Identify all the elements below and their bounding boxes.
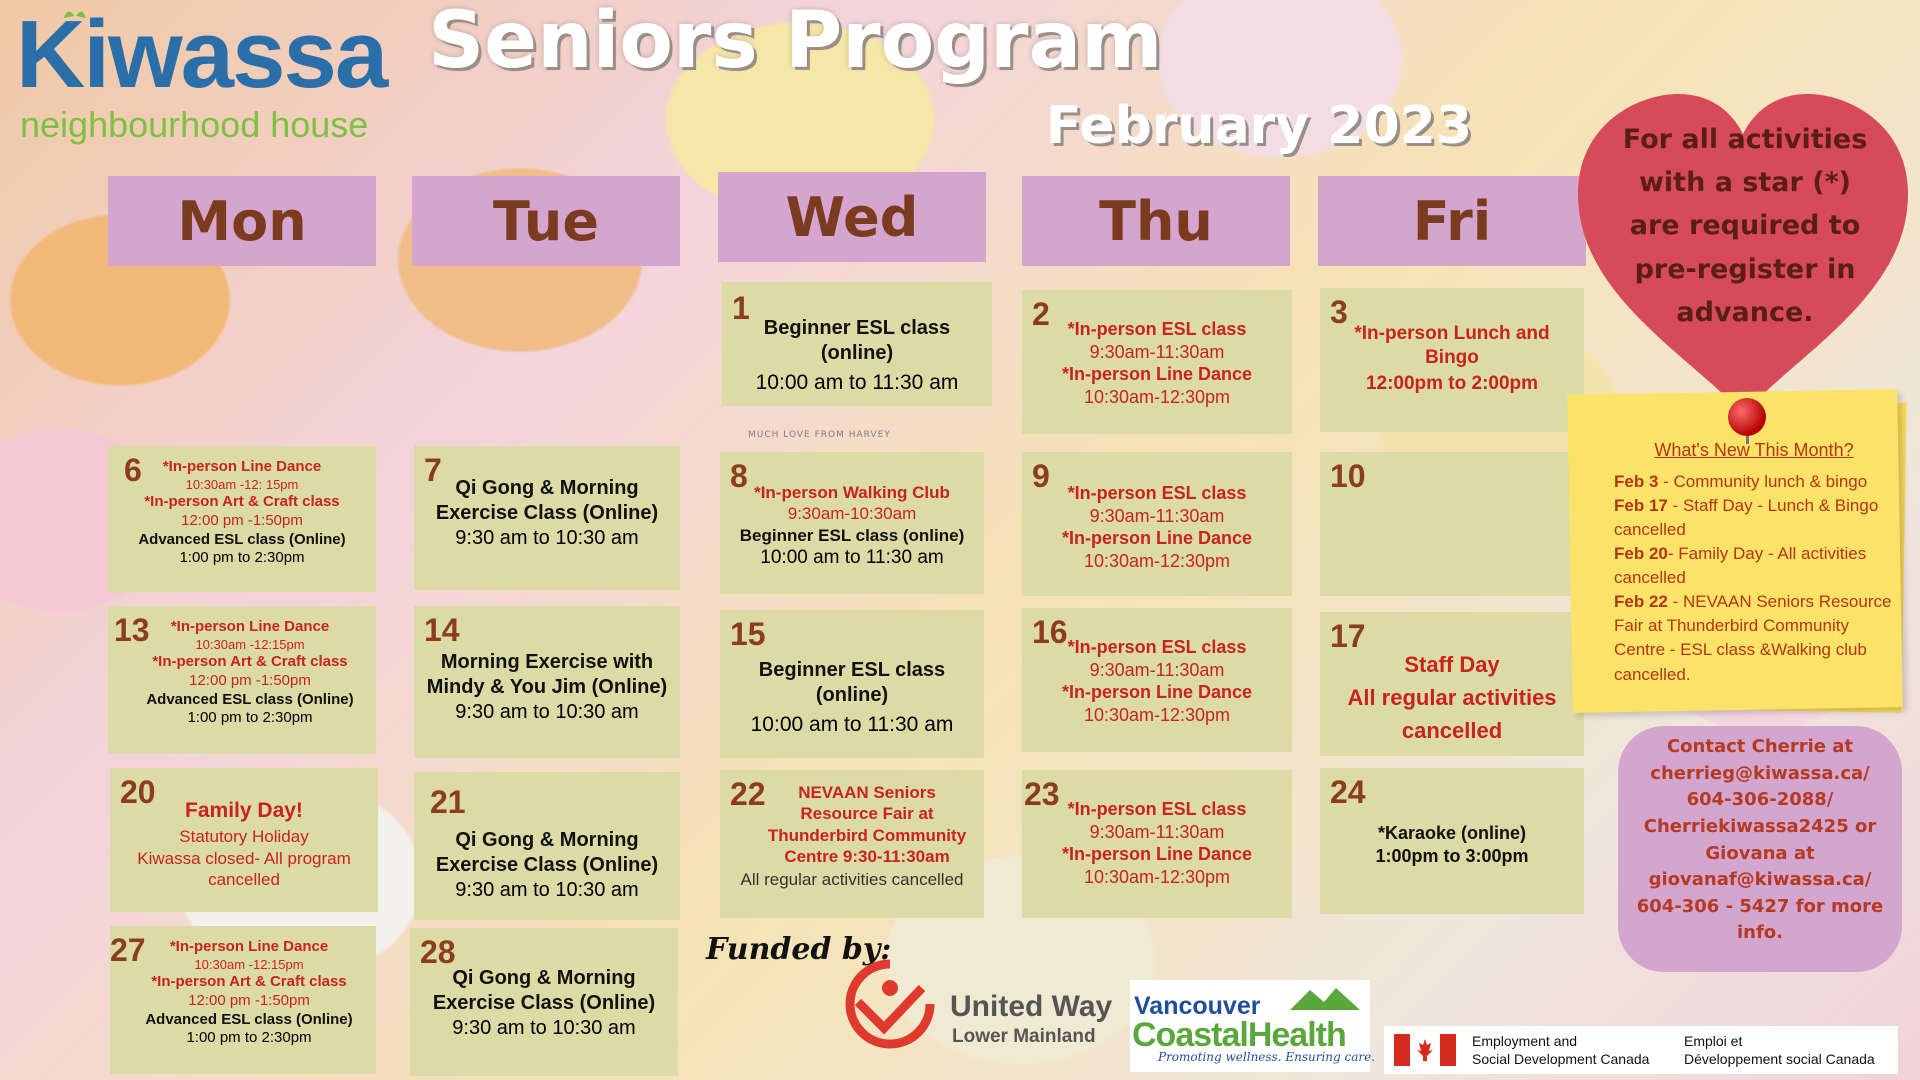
event-time: 1:00pm to 3:00pm: [1375, 845, 1529, 866]
event-time: 12:00 pm -1:50pm: [181, 511, 303, 529]
event-title: Advanced ESL class (Online): [145, 1010, 353, 1028]
note-line: with a star (*): [1638, 167, 1852, 199]
event-time: 12:00 pm -1:50pm: [189, 671, 311, 689]
day-number: 6: [124, 452, 142, 488]
event-title: Family Day!: [185, 799, 303, 822]
vch-mountain-icon: [1290, 984, 1360, 1010]
funded-by-label: Funded by:: [706, 932, 892, 967]
event-time: 10:30am -12:15pm: [195, 636, 305, 652]
event-time: 1:00 pm to 2:30pm: [186, 1029, 312, 1047]
event-title: Thunderbird Community: [767, 825, 967, 845]
calendar-day-8: [720, 452, 984, 594]
event-time: 10:30am -12:15pm: [194, 956, 304, 972]
event-time: 1:00 pm to 2:30pm: [187, 709, 313, 727]
esdc-line: Employment and: [1472, 1033, 1578, 1049]
pre-register-note: [1600, 118, 1890, 334]
event-time: 9:30 am to 10:30 am: [452, 1017, 636, 1039]
day-header-mon: Mon: [108, 176, 376, 266]
event-time: 10:00 am to 11:30 am: [755, 371, 959, 394]
page-subtitle: February 2023: [1046, 96, 1473, 156]
event-title: Qi Gong & Morning: [452, 967, 636, 989]
vch-name-line2: CoastalHealth: [1132, 1016, 1346, 1054]
calendar-day-10: [1320, 452, 1584, 596]
event-detail: cancelled: [208, 869, 280, 889]
event-title: Beginner ESL class: [763, 317, 951, 339]
day-header-wed: Wed: [718, 172, 986, 262]
calendar-day-22: [720, 770, 984, 918]
event-title: *In-person Lunch and: [1354, 323, 1550, 344]
event-time: 9:30am-11:30am: [1089, 659, 1225, 680]
page-title: Seniors Program: [428, 0, 1163, 86]
event-title: Resource Fair at: [800, 804, 934, 824]
event-title: Bingo: [1425, 346, 1479, 368]
event-title: Advanced ESL class (Online): [138, 530, 346, 548]
day-number: 1: [732, 290, 750, 326]
event-title: *In-person Line Dance: [1061, 528, 1253, 548]
day-number: 16: [1032, 614, 1068, 650]
day-number: 28: [420, 934, 456, 970]
day-number: 10: [1330, 458, 1366, 494]
event-time: 12:00pm to 2:00pm: [1365, 372, 1539, 394]
day-header-thu: Thu: [1022, 176, 1290, 266]
day-number: 3: [1330, 294, 1348, 330]
day-number: 23: [1024, 776, 1060, 812]
event-time: 10:30am-12:30pm: [1083, 386, 1231, 407]
event-title: *In-person Art & Craft class: [144, 493, 340, 510]
item-text: - Family Day - All activities cancelled: [1614, 543, 1867, 588]
day-number: 9: [1032, 458, 1050, 494]
event-title: *In-person Line Dance: [1061, 364, 1253, 384]
pushpin-icon: [1728, 398, 1766, 436]
event-title: NEVAAN Seniors: [798, 783, 936, 802]
contact-line: Cherriekiwassa2425 or: [1643, 815, 1877, 837]
event-title: *In-person ESL class: [1067, 799, 1247, 819]
item-date: Feb 3: [1614, 471, 1659, 491]
event-title: *In-person Line Dance: [169, 938, 329, 955]
event-title: (online): [815, 684, 889, 706]
calendar-day-16: [1022, 608, 1292, 752]
contact-line: info.: [1736, 922, 1784, 944]
background-candy-text: MUCH LOVE FROM HARVEY: [748, 430, 891, 440]
whats-new-list: [1614, 438, 1894, 687]
event-title: *In-person ESL class: [1067, 483, 1247, 503]
event-time: 10:30am -12: 15pm: [185, 476, 299, 492]
event-title: *In-person Art & Craft class: [151, 973, 347, 990]
day-header-tue: Tue: [412, 176, 680, 266]
event-title: *In-person Line Dance: [162, 458, 322, 475]
event-time: 10:00 am to 11:30 am: [760, 546, 944, 568]
item-date: Feb 22: [1614, 592, 1668, 612]
event-detail: All regular activities cancelled: [740, 870, 964, 889]
day-number: 20: [120, 774, 156, 810]
event-title: Exercise Class (Online): [435, 502, 659, 524]
contact-info: [1632, 734, 1888, 947]
calendar-day-2: [1022, 290, 1292, 434]
event-time: 9:30 am to 10:30 am: [455, 527, 639, 549]
contact-line: Giovana at: [1705, 842, 1815, 864]
contact-line: Contact Cherrie at: [1666, 736, 1854, 757]
calendar-day-23: [1022, 770, 1292, 918]
calendar-day-6: [108, 446, 376, 592]
item-text: - NEVAAN Seniors Resource Fair at Thunderbird Community Centre - ESL class &Walking club cancelled.: [1614, 592, 1892, 684]
calendar-day-17: [1320, 612, 1584, 756]
day-number: 14: [424, 612, 460, 648]
event-detail: Kiwassa closed- All program: [137, 848, 351, 868]
vch-name-line1: Vancouver: [1134, 992, 1261, 1020]
contact-email: cherrieg@kiwassa.ca/: [1650, 762, 1870, 784]
item-text: - Community lunch & bingo: [1658, 471, 1868, 491]
whats-new-item: [1614, 470, 1894, 494]
event-title: Exercise Class (Online): [435, 854, 659, 876]
event-title: Qi Gong & Morning: [455, 829, 639, 851]
event-title: Beginner ESL class (online): [739, 525, 965, 545]
event-title: Staff Day: [1404, 652, 1500, 677]
event-time: 12:00 pm -1:50pm: [188, 991, 310, 1009]
united-way-logo-icon: [844, 958, 936, 1050]
day-number: 13: [114, 612, 150, 648]
note-line: pre-register in: [1634, 253, 1856, 285]
event-title: All regular activities: [1347, 685, 1557, 710]
united-way-region: Lower Mainland: [952, 1026, 1096, 1047]
event-time: 10:30am-12:30pm: [1083, 704, 1231, 725]
day-number: 2: [1032, 296, 1050, 332]
calendar-day-9: [1022, 452, 1292, 596]
event-title: *Karaoke (online): [1377, 823, 1527, 843]
event-title: Qi Gong & Morning: [455, 477, 639, 499]
event-title: *In-person Line Dance: [170, 618, 330, 635]
event-detail: Statutory Holiday: [179, 827, 309, 847]
day-number: 27: [110, 932, 146, 968]
event-time: 10:00 am to 11:30 am: [750, 713, 954, 736]
event-title: *In-person ESL class: [1067, 637, 1247, 657]
contact-email: giovanaf@kiwassa.ca/: [1648, 869, 1872, 891]
calendar-day-20: [110, 768, 378, 912]
event-time: 1:00 pm to 2:30pm: [179, 549, 305, 567]
event-time: 10:30am-12:30pm: [1083, 866, 1231, 887]
note-line: For all activities: [1622, 124, 1868, 155]
event-time: 10:30am-12:30pm: [1083, 550, 1231, 571]
event-time: 9:30 am to 10:30 am: [455, 701, 639, 723]
calendar-day-1: [722, 282, 992, 406]
event-title: Mindy & You Jim (Online): [426, 676, 668, 698]
event-title: Morning Exercise with: [440, 651, 654, 673]
contact-phone: 604-306-2088/: [1686, 789, 1834, 811]
note-line: are required to: [1629, 210, 1861, 242]
event-time: 9:30am-10:30am: [787, 504, 917, 524]
event-title: *In-person Walking Club: [754, 483, 950, 502]
calendar-day-21: [414, 772, 680, 920]
day-header-fri: Fri: [1318, 176, 1586, 266]
day-number: 15: [730, 616, 766, 652]
contact-phone: 604-306 - 5427 for more: [1636, 895, 1884, 917]
esdc-english: [1472, 1032, 1649, 1068]
calendar-day-13: [108, 606, 376, 754]
event-time: 9:30am-11:30am: [1089, 821, 1225, 842]
whats-new-heading: What's New This Month?: [1654, 440, 1854, 460]
item-date: Feb 17: [1614, 495, 1668, 515]
day-number: 7: [424, 452, 442, 488]
united-way-name: United Way: [950, 990, 1113, 1023]
whats-new-item: [1614, 494, 1894, 542]
calendar-day-27: [110, 926, 376, 1074]
calendar-day-24: [1320, 768, 1584, 914]
day-number: 8: [730, 458, 748, 494]
day-number: 24: [1330, 774, 1366, 810]
event-title: cancelled: [1401, 718, 1503, 743]
logo-wordmark: Kiwassa: [16, 1, 387, 108]
vch-tagline: Promoting wellness. Ensuring care.: [1158, 1050, 1376, 1064]
event-title: Beginner ESL class: [758, 659, 946, 681]
note-line: advance.: [1676, 296, 1814, 328]
calendar-day-14: [414, 606, 680, 758]
canada-flag-icon: [1394, 1034, 1456, 1066]
event-time: 9:30am-11:30am: [1089, 341, 1225, 362]
event-title: Advanced ESL class (Online): [146, 690, 354, 708]
esdc-line: Social Development Canada: [1472, 1051, 1650, 1068]
whats-new-item: [1614, 542, 1894, 590]
calendar-day-15: [720, 610, 984, 758]
logo-tagline: neighbourhood house: [20, 104, 369, 145]
event-title: *In-person Art & Craft class: [152, 653, 348, 670]
calendar-day-7: [414, 446, 680, 590]
event-time: 9:30 am to 10:30 am: [455, 879, 639, 901]
event-title: (online): [820, 342, 894, 364]
event-title: *In-person Line Dance: [1061, 682, 1253, 702]
day-number: 22: [730, 776, 766, 812]
event-time: 9:30am-11:30am: [1089, 505, 1225, 526]
esdc-line: Emploi et: [1684, 1033, 1743, 1049]
event-title: *In-person ESL class: [1067, 319, 1247, 339]
event-title: Exercise Class (Online): [432, 992, 656, 1014]
calendar-day-3: [1320, 288, 1584, 432]
item-date: Feb 20: [1614, 543, 1668, 563]
calendar-day-28: [410, 928, 678, 1076]
whats-new-item: [1614, 590, 1894, 687]
esdc-line: Développement social Canada: [1684, 1051, 1875, 1068]
event-time: Centre 9:30-11:30am: [784, 846, 950, 866]
event-title: *In-person Line Dance: [1061, 844, 1253, 864]
esdc-french: [1684, 1032, 1875, 1068]
day-number: 21: [430, 784, 466, 820]
item-text: - Staff Day - Lunch & Bingo cancelled: [1614, 495, 1879, 539]
day-number: 17: [1330, 618, 1366, 654]
